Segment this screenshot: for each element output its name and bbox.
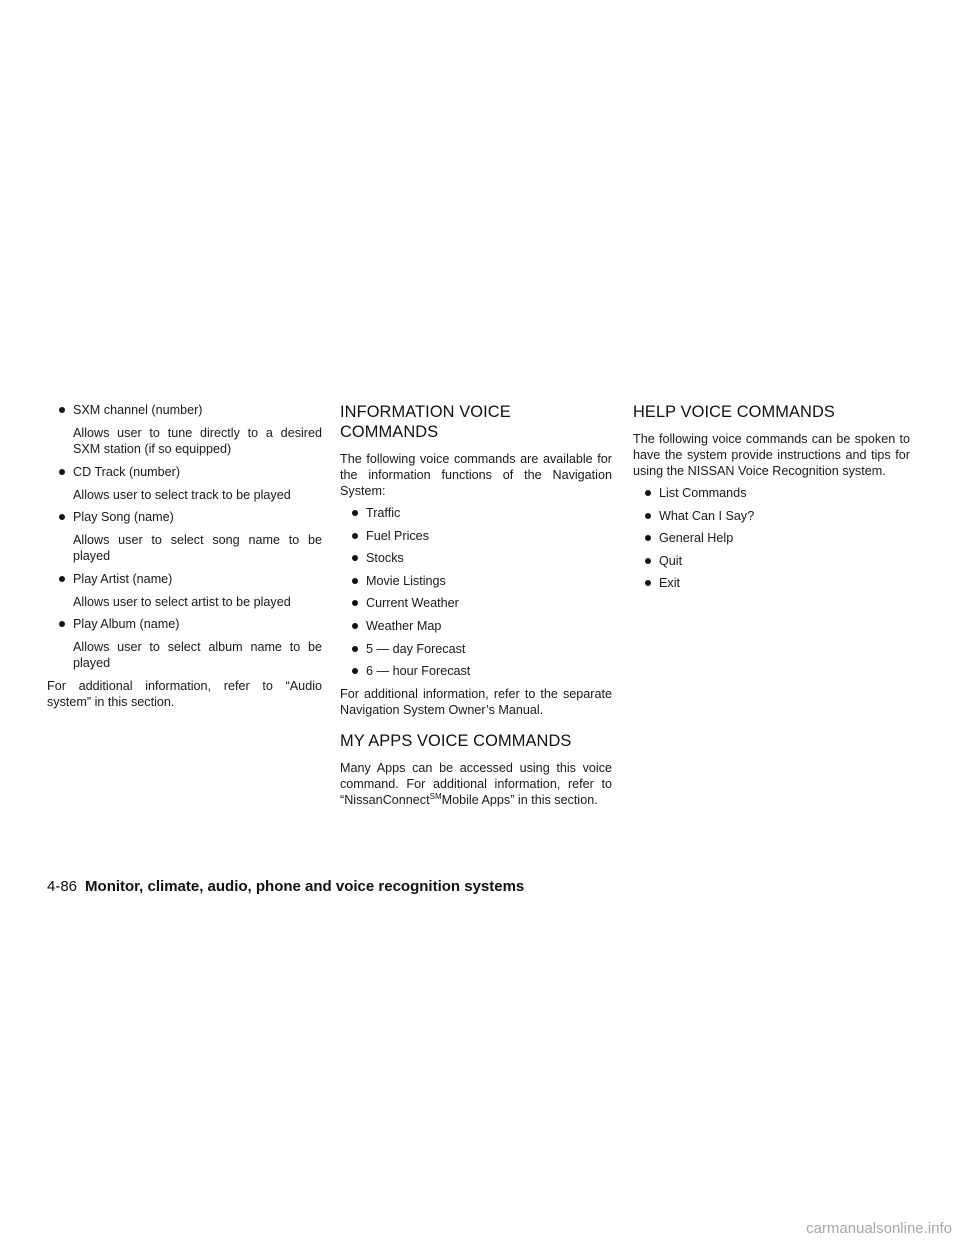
list-item <box>340 663 612 679</box>
help-commands-heading: HELP VOICE COMMANDS <box>633 403 835 421</box>
command-title: CD Track (number) <box>73 464 181 479</box>
bullet-dot-icon <box>352 600 358 606</box>
bullet-dot-icon <box>645 535 651 541</box>
page-number: 4-86 <box>47 878 78 895</box>
list-item <box>340 505 612 521</box>
list-item <box>633 530 910 546</box>
command-title: Play Album (name) <box>73 617 180 632</box>
command-title: Play Artist (name) <box>73 571 173 586</box>
list-item <box>633 485 910 501</box>
information-intro-text: The following voice commands are available for the information functions of the Navigation System: <box>340 452 612 498</box>
bullet-dot-icon <box>59 407 65 413</box>
bullet-dot-icon <box>645 513 651 519</box>
list-item <box>47 464 322 503</box>
audio-reference-text: For additional information, refer to “Audio system” in this section. <box>47 678 322 709</box>
command-label: Quit <box>659 553 683 568</box>
bullet-dot-icon <box>59 469 65 475</box>
command-label: 6 — hour Forecast <box>366 664 471 679</box>
command-label: Weather Map <box>366 618 442 633</box>
command-label: Fuel Prices <box>366 528 429 543</box>
bullet-dot-icon <box>352 555 358 561</box>
command-label: General Help <box>659 531 734 546</box>
bullet-dot-icon <box>59 576 65 582</box>
list-item <box>47 509 322 564</box>
audio-command-list <box>47 402 322 671</box>
bullet-dot-icon <box>645 490 651 496</box>
bullet-dot-icon <box>352 533 358 539</box>
bullet-dot-icon <box>352 646 358 652</box>
column-audio-commands <box>47 402 322 716</box>
command-title: SXM channel (number) <box>73 403 203 417</box>
command-label: What Can I Say? <box>659 508 755 523</box>
bullet-dot-icon <box>352 623 358 629</box>
page-footer <box>47 878 524 896</box>
list-item <box>340 595 612 611</box>
bullet-dot-icon <box>59 621 65 627</box>
bullet-dot-icon <box>352 510 358 516</box>
command-label: Movie Listings <box>366 573 446 588</box>
my-apps-text <box>340 760 612 808</box>
column-information-commands <box>340 402 612 814</box>
command-label: 5 — day Forecast <box>366 641 466 656</box>
command-label: Current Weather <box>366 596 459 611</box>
bullet-dot-icon <box>645 580 651 586</box>
command-description: Allows user to select artist to be played <box>73 594 291 609</box>
list-item <box>633 575 910 591</box>
my-apps-commands-heading: MY APPS VOICE COMMANDS <box>340 731 572 750</box>
command-description: Allows user to select track to be played <box>73 487 291 502</box>
command-title: Play Song (name) <box>73 510 174 525</box>
list-item <box>340 573 612 589</box>
list-item <box>47 571 322 610</box>
list-item <box>340 641 612 657</box>
command-description: Allows user to tune directly to a desired SXM station (if so equipped) <box>73 426 322 456</box>
bullet-dot-icon <box>352 578 358 584</box>
list-item <box>47 616 322 671</box>
list-item <box>340 550 612 566</box>
command-label: Stocks <box>366 551 404 566</box>
information-command-list <box>340 505 612 679</box>
help-intro-text: The following voice commands can be spoken to have the system provide instructions and tips for using the NISSAN Voice Recognition system. <box>633 432 910 478</box>
list-item <box>633 508 910 524</box>
command-label: List Commands <box>659 486 747 500</box>
bullet-dot-icon <box>645 558 651 564</box>
list-item <box>340 528 612 544</box>
list-item <box>633 553 910 569</box>
column-help-commands <box>633 402 910 598</box>
navigation-reference-text: For additional information, refer to the separate Navigation System Owner’s Manual. <box>340 686 612 717</box>
information-commands-heading: INFORMATION VOICE COMMANDS <box>340 403 511 441</box>
list-item <box>47 402 322 457</box>
command-description: Allows user to select album name to be played <box>73 640 322 671</box>
site-watermark: carmanualsonline.info <box>806 1220 952 1237</box>
service-mark: SM <box>429 791 442 801</box>
bullet-dot-icon <box>59 514 65 520</box>
my-apps-text-after: Mobile Apps” in this section. <box>441 792 598 807</box>
help-command-list <box>633 485 910 591</box>
my-apps-text-before: Many Apps can be accessed using this voice command. For additional information, refer to “NissanConnect <box>340 760 612 807</box>
bullet-dot-icon <box>352 668 358 674</box>
command-label: Exit <box>659 576 680 591</box>
list-item <box>340 618 612 634</box>
command-description: Allows user to select song name to be played <box>73 533 322 564</box>
command-label: Traffic <box>366 506 401 520</box>
chapter-title: Monitor, climate, audio, phone and voice recognition systems <box>85 878 525 895</box>
